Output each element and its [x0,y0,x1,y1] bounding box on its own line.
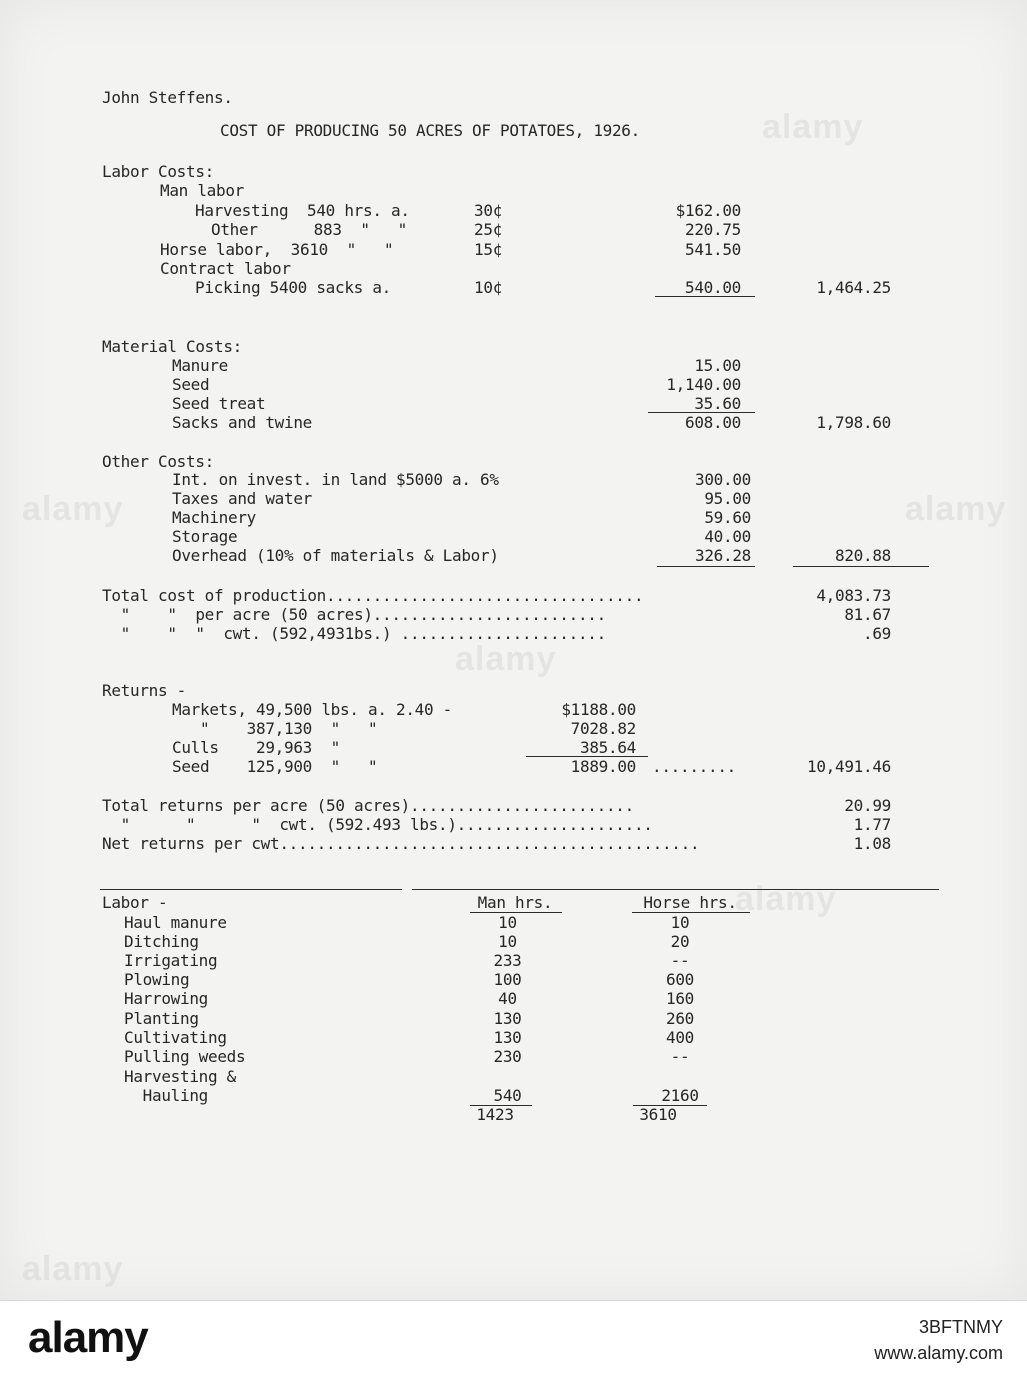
material-subtotal-rule [648,412,755,413]
other-labor-amount: 220.75 [685,220,741,239]
footer-bar [0,1300,1027,1391]
other-cost-amount: 326.28 [695,546,751,565]
other-cost-amount: 95.00 [704,489,751,508]
labor-costs-heading: Labor Costs: [102,162,214,181]
man-hours-header: Man hrs. [477,893,553,912]
harvesting-desc: Harvesting 540 hrs. a. [195,201,410,220]
return-total-label: Total returns per acre (50 acres)........................ [102,796,634,815]
return-total-value: 20.99 [844,796,891,815]
horse-hours-cell: 400 [666,1028,694,1047]
other-cost-label: Overhead (10% of materials & Labor) [172,546,499,565]
return-total-value: 1.77 [853,815,891,834]
picking-rate: 10¢ [474,278,502,297]
returns-subtotal-rule [526,756,648,757]
production-total-value: 4,083.73 [816,586,891,605]
horse-hours-cell: 20 [670,932,690,951]
man-hours-cell: 10 [498,913,517,932]
horse-labor-desc: Horse labor, 3610 " " [160,240,394,259]
production-total-value: 81.67 [844,605,891,624]
man-hours-cell: 10 [498,932,517,951]
watermark: alamy [22,1250,124,1288]
returns-desc: " 387,130 " " [172,719,378,738]
horse-labor-amount: 541.50 [685,240,741,259]
man-hours-cell: 40 [498,989,517,1008]
contract-labor-label: Contract labor [160,259,291,278]
other-cost-label: Taxes and water [172,489,312,508]
document-title: COST OF PRODUCING 50 ACRES OF POTATOES, 1926. [220,121,640,140]
other-labor-rate: 25¢ [474,220,502,239]
material-label: Seed [172,375,210,394]
labor-task: Hauling [124,1086,208,1105]
labor-task: Irrigating [124,951,218,970]
picking-amount: 540.00 [685,278,741,297]
horse-hours-cell: 10 [670,913,690,932]
returns-desc: Markets, 49,500 lbs. a. 2.40 - [172,700,452,719]
labor-task: Ditching [124,932,199,951]
production-total-label: " " " cwt. (592,4931bs.) ...................... [102,624,606,643]
man-hours-cell: 100 [493,970,522,989]
image-id: 3BFTNMY [918,1317,1003,1337]
labor-task: Harvesting & [124,1067,236,1086]
returns-desc: Culls 29,963 " [172,738,340,757]
man-hours-cell: 130 [493,1009,522,1028]
labor-task: Pulling weeds [124,1047,246,1066]
alamy-logo: alamy [28,1313,148,1362]
site-url[interactable]: www.alamy.com [874,1343,1003,1363]
production-total-label: " " per acre (50 acres)......................... [102,605,606,624]
labor-costs-total: 1,464.25 [816,278,891,297]
labor-task: Planting [124,1009,199,1028]
material-amount: 35.60 [694,394,741,413]
other-cost-label: Int. on invest. in land $5000 a. 6% [172,470,499,489]
labor-task: Harrowing [124,989,208,1008]
man-hours-cell: 130 [493,1028,522,1047]
material-label: Seed treat [172,394,266,413]
material-costs-heading: Material Costs: [102,337,242,356]
author-name: John Steffens. [102,88,233,107]
man-hours-total: 1423 [476,1105,514,1124]
material-amount: 15.00 [694,356,741,375]
picking-desc: Picking 5400 sacks a. [195,278,391,297]
return-total-value: 1.08 [853,834,891,853]
watermark: alamy [455,640,557,678]
labor-subtotal-rule [655,296,755,297]
man-hours-cell: 540 [493,1086,522,1105]
other-cost-label: Machinery [172,508,256,527]
horse-hours-cell: 260 [666,1009,694,1028]
watermark: alamy [22,490,124,528]
harvesting-amount: $162.00 [675,201,741,220]
other-subtotal-rule [657,566,755,567]
production-total-value: .69 [863,624,891,643]
material-label: Manure [172,356,228,375]
other-cost-amount: 59.60 [704,508,751,527]
harvesting-rate: 30¢ [474,201,502,220]
horse-hours-cell: 160 [666,989,694,1008]
man-hours-cell: 230 [493,1047,522,1066]
hours-table-top-rule [100,889,402,890]
horse-hours-cell: -- [670,1047,690,1066]
production-total-label: Total cost of production.................................. [102,586,644,605]
labor-task: Plowing [124,970,190,989]
hours-table-top-rule [412,889,939,890]
labor-task: Haul manure [124,913,227,932]
returns-amount: $1188.00 [561,700,636,719]
horse-hours-header: Horse hrs. [643,893,737,912]
returns-amount: 7028.82 [570,719,636,738]
horse-hours-total: 3610 [639,1105,677,1124]
returns-leader: ......... [652,757,736,776]
returns-total: 10,491.46 [807,757,891,776]
returns-amount: 385.64 [580,738,636,757]
returns-amount: 1889.00 [570,757,636,776]
other-costs-heading: Other Costs: [102,452,214,471]
watermark: alamy [762,108,864,146]
other-total-rule [793,566,929,567]
other-cost-amount: 40.00 [704,527,751,546]
other-costs-total: 820.88 [835,546,891,565]
horse-labor-rate: 15¢ [474,240,502,259]
horse-hours-cell: 600 [666,970,694,989]
man-labor-label: Man labor [160,181,244,200]
material-label: Sacks and twine [172,413,312,432]
material-costs-total: 1,798.60 [816,413,891,432]
horse-hours-cell: 2160 [661,1086,699,1105]
man-hours-cell: 233 [493,951,522,970]
watermark: alamy [905,490,1007,528]
material-amount: 1,140.00 [666,375,741,394]
returns-heading: Returns - [102,681,186,700]
watermark: alamy [735,880,837,918]
other-cost-amount: 300.00 [695,470,751,489]
return-total-label: Net returns per cwt............................................. [102,834,700,853]
return-total-label: " " " cwt. (592.493 lbs.)..................... [102,815,653,834]
horse-hours-cell: -- [670,951,690,970]
labor-task: Cultivating [124,1028,227,1047]
other-cost-label: Storage [172,527,238,546]
returns-desc: Seed 125,900 " " [172,757,378,776]
other-labor-desc: Other 883 " " [211,220,407,239]
hours-table-heading: Labor - [102,893,168,912]
material-amount: 608.00 [685,413,741,432]
